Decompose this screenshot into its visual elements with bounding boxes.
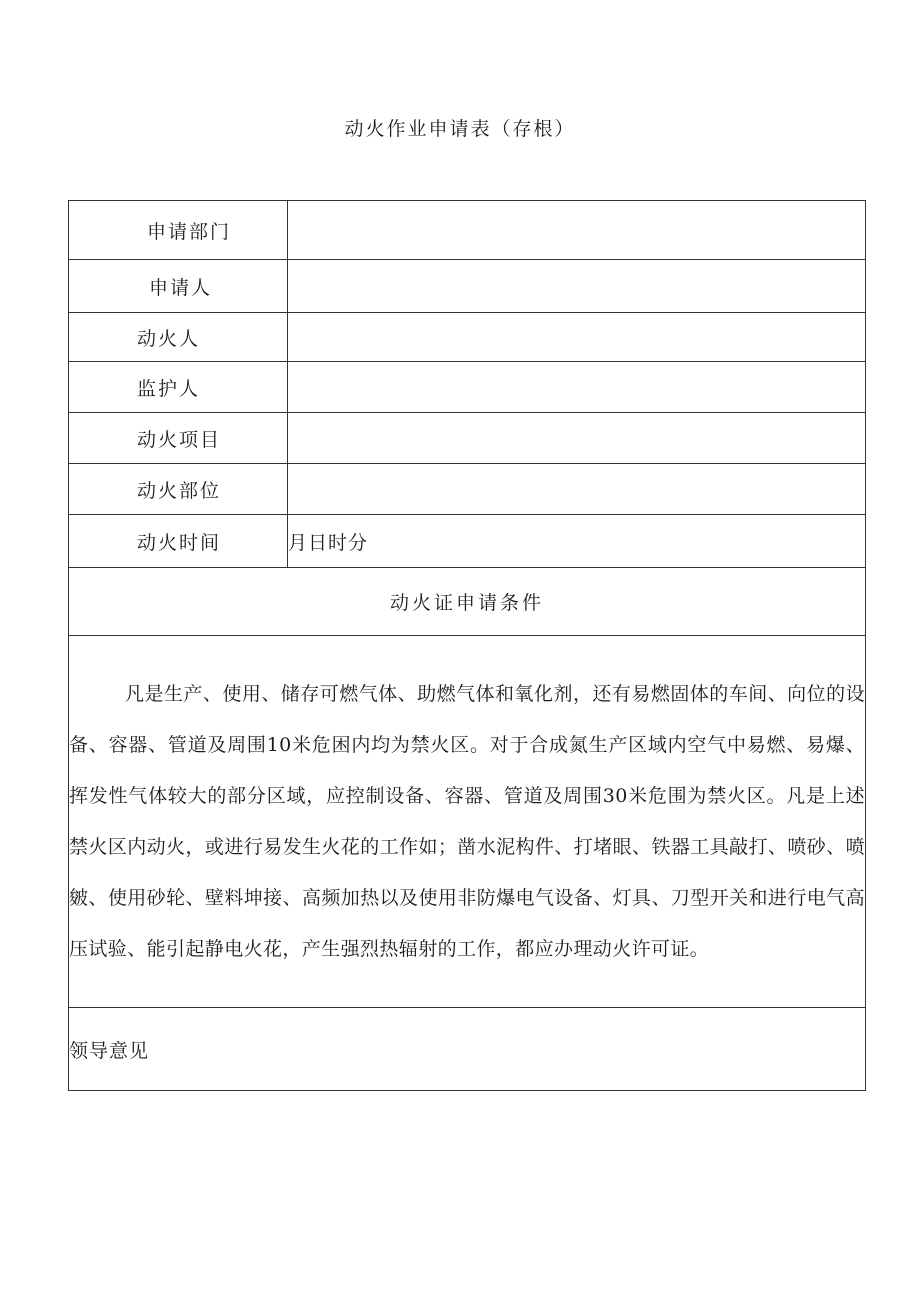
field-label-cell [69,413,288,464]
field-label-cell [69,313,288,362]
applicant-value[interactable] [288,260,866,313]
department-value[interactable] [288,201,866,260]
field-label-cell [69,201,288,260]
form-row-conditions-heading [69,568,866,636]
project-label: 动火项目 [137,428,222,451]
leader-opinion-label[interactable]: 领导意见 [69,1008,866,1091]
guardian-value[interactable] [288,362,866,413]
application-form-table [68,200,866,1091]
form-row-guardian [69,362,866,413]
time-value[interactable]: 月日时分 [288,515,866,568]
conditions-text: 凡是生产、使用、储存可燃气体、助燃气体和氧化剂，还有易燃固体的车间、向位的设备、容器、管道及周围10米危困内均为禁火区。对于合成氮生产区域内空气中易燃、易爆、挥发性气体较大的部分区域，应控制设备、容器、管道及周围30米危围为禁火区。凡是上述禁火区内动火，或进行易发生火花的工作如；凿水泥构件、打堵眼、铁器工具敲打、喷砂、喷皴、使用砂轮、壁料坤接、高频加热以及使用非防爆电气设备、灯具、刀型开关和进行电气高压试验、能引起静电火花，产生强烈热辐射的工作，都应办理动火许可证。 [69,636,866,1008]
conditions-heading: 动火证申请条件 [69,568,866,636]
field-label-cell [69,260,288,313]
department-label: 申请部门 [147,220,232,243]
applicant-label: 申请人 [149,276,213,299]
field-label-cell [69,464,288,515]
page-title: 动火作业申请表（存根） [344,118,576,140]
form-row-applicant [69,260,866,313]
form-row-project [69,413,866,464]
form-row-conditions [69,636,866,1008]
operator-value[interactable] [288,313,866,362]
project-value[interactable] [288,413,866,464]
time-label: 动火时间 [137,531,222,554]
location-value[interactable] [288,464,866,515]
guardian-label: 监护人 [137,377,201,400]
form-row-operator [69,313,866,362]
form-row-department [69,201,866,260]
field-label-cell [69,362,288,413]
operator-label: 动火人 [137,327,201,350]
field-label-cell [69,515,288,568]
form-row-time [69,515,866,568]
form-row-opinion [69,1008,866,1091]
form-row-location [69,464,866,515]
location-label: 动火部位 [137,479,222,502]
